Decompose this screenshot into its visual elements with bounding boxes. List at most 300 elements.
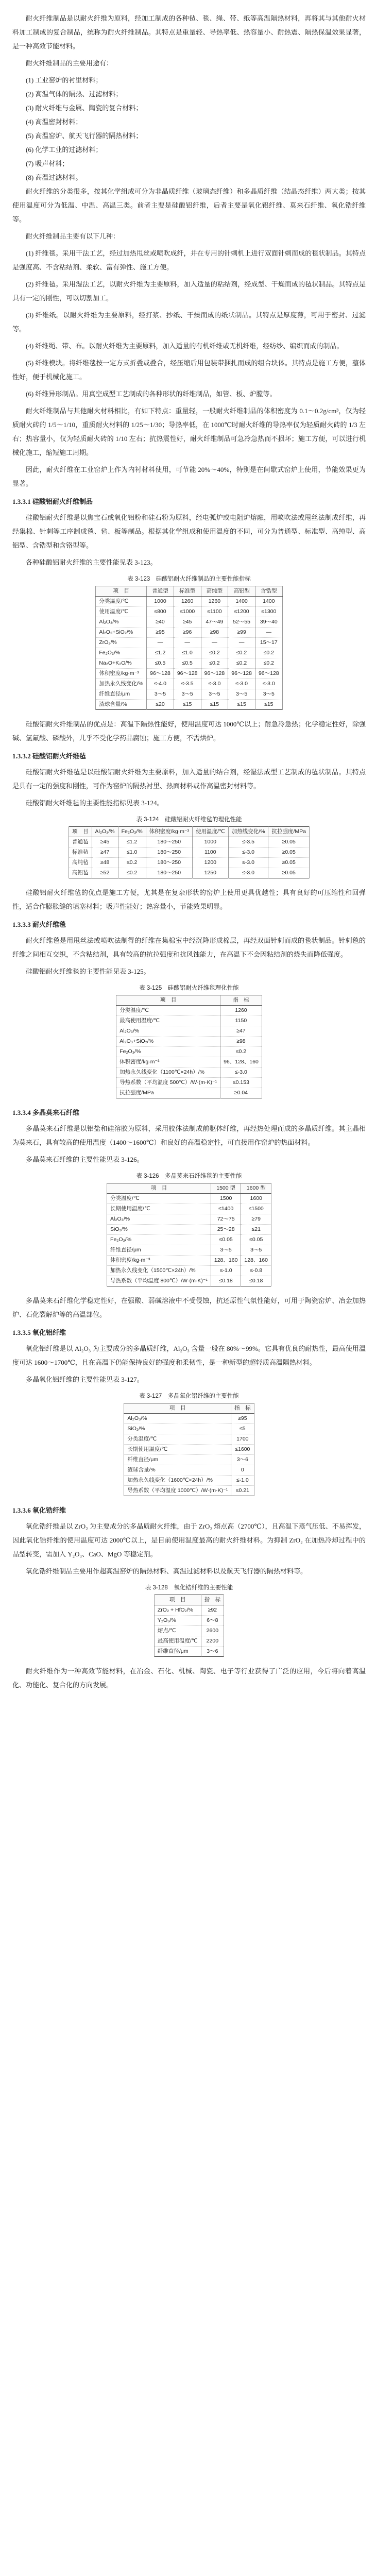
section-paragraphs bbox=[12, 934, 366, 978]
table-cell: 180～250 bbox=[146, 837, 192, 848]
table-cell: ≤0.5 bbox=[174, 658, 201, 669]
table-row bbox=[107, 1256, 271, 1266]
table-cell: 1260 bbox=[220, 1006, 262, 1016]
paragraph: 硅酸铝耐火纤维毡的主要性能指标见表 3-124。 bbox=[26, 799, 164, 807]
table-cell: ≥0.05 bbox=[268, 837, 310, 848]
table-caption: 表 3-125 硅酸铝耐火纤维毯理化性能 bbox=[139, 985, 239, 991]
table-row bbox=[96, 638, 282, 648]
table-cell: 96～128 bbox=[174, 669, 201, 679]
table-cell: ≤0.05 bbox=[211, 1235, 241, 1245]
table-cell: ≤1400 bbox=[211, 1204, 241, 1214]
table-cell: ≤-1.0 bbox=[231, 1476, 254, 1486]
table-cell: ≥0.05 bbox=[268, 858, 310, 868]
data-table bbox=[107, 1183, 271, 1286]
table-row bbox=[116, 1057, 262, 1067]
closing-paragraphs bbox=[12, 1664, 366, 1692]
table-block bbox=[12, 574, 366, 710]
table-cell: 3～5 bbox=[147, 689, 174, 700]
paragraph: 因此，耐火纤维在工业窑炉上作为内衬材料使用，可节能 20%～40%，特别是在间歇式窑炉上使用，节能效果更为显著。 bbox=[12, 466, 366, 487]
section-heading: 1.3.3.5 氧化铝纤维 bbox=[12, 1329, 66, 1336]
table-cell: 抗拉强度/MPa bbox=[116, 1088, 220, 1098]
table-row bbox=[124, 1424, 254, 1434]
table-header-cell: 项 目 bbox=[154, 1595, 201, 1605]
table-cell: ≥99 bbox=[228, 628, 255, 638]
section-heading: 1.3.3.3 耐火纤维毯 bbox=[12, 921, 66, 928]
table-cell: ≥48 bbox=[92, 858, 118, 868]
table-header-cell: 1600 型 bbox=[241, 1183, 271, 1194]
paragraph: 各种硅酸铝耐火纤维的主要性能见表 3-123。 bbox=[26, 558, 157, 566]
table-cell: 分类温度/℃ bbox=[116, 1006, 220, 1016]
table-header-cell: 使用温度/℃ bbox=[192, 827, 228, 837]
table-row bbox=[116, 1088, 262, 1098]
table-caption: 表 3-128 氧化锆纤维的主要性能 bbox=[145, 1585, 233, 1591]
table-cell: ≤0.21 bbox=[231, 1486, 254, 1496]
paragraph: 耐火纤维制品主要有以下几种： bbox=[26, 232, 120, 240]
table-row bbox=[124, 1476, 254, 1486]
paragraph: 氧化锆纤维是以 ZrO₂ 为主要成分的多晶质耐火纤维，由于 ZrO₂ 熔点高（2700℃），且高温下蒸气压低、不易挥发，因此氧化锆纤维的使用温度可达 2000℃以上，是目前使用温度最高的耐火纤维材料。为抑制 ZrO₂ 在加热冷却过程中的晶型转变，需加入 Y₂O₃、CaO、MgO 等稳定剂。 bbox=[12, 1522, 366, 1558]
table-header-cell: 指 标 bbox=[231, 1403, 254, 1414]
table-row bbox=[124, 1445, 254, 1455]
table-cell: 1260 bbox=[201, 597, 228, 607]
table-cell: ≤1.0 bbox=[118, 848, 146, 858]
table-cell: 1400 bbox=[228, 597, 255, 607]
table-cell: ≤0.153 bbox=[220, 1078, 262, 1088]
table-cell: 长期使用温度/℃ bbox=[107, 1204, 211, 1214]
table-header-row bbox=[107, 1183, 271, 1194]
table-cell: 1000 bbox=[147, 597, 174, 607]
table-header-cell: 1500 型 bbox=[211, 1183, 241, 1194]
table-cell: ≤15 bbox=[201, 700, 228, 710]
data-table bbox=[124, 1403, 254, 1496]
table-cell: 最高使用温度/℃ bbox=[116, 1016, 220, 1026]
table-block bbox=[12, 1583, 366, 1657]
table-cell: 128、160 bbox=[241, 1256, 271, 1266]
table-cell: ≥98 bbox=[201, 628, 228, 638]
paragraphs-b bbox=[12, 404, 366, 490]
table-cell: ≤0.2 bbox=[220, 1047, 262, 1057]
data-table bbox=[95, 586, 282, 710]
table-cell: ZrO₂/% bbox=[96, 638, 147, 648]
table-header-cell: 体积密度/kg·m⁻³ bbox=[146, 827, 192, 837]
table-cell: ≥0.05 bbox=[268, 848, 310, 858]
uses-list bbox=[12, 73, 366, 184]
table-cell: 180～250 bbox=[146, 848, 192, 858]
table-row bbox=[107, 1235, 271, 1245]
table-cell: ≤15 bbox=[255, 700, 282, 710]
table-cell: ≤0.2 bbox=[228, 658, 255, 669]
table-cell: 96～128 bbox=[255, 669, 282, 679]
list-item: (8) 高温过滤材料。 bbox=[26, 174, 82, 181]
paragraph: (6) 纤维异形制品。用真空成型工艺制成的各种形状的纤维制品，如管、板、炉膛等。 bbox=[26, 390, 277, 398]
section-heading: 1.3.3.4 多晶莫来石纤维 bbox=[12, 1109, 80, 1116]
section-paragraphs bbox=[12, 1342, 366, 1386]
table-cell: 3～5 bbox=[174, 689, 201, 700]
paragraph: 硅酸铝耐火纤维毡是以硅酸铝耐火纤维为主要原料，加入适量的结合剂，经湿法成型工艺制成的毡状制品。其特点是具有一定的强度和刚性，可作为窑炉的隔热衬里、热面材料或作高温密封材料等。 bbox=[12, 768, 366, 790]
table-row bbox=[116, 1047, 262, 1057]
table-cell: Al₂O₃/% bbox=[124, 1414, 231, 1424]
table-cell: ≥40 bbox=[147, 617, 174, 628]
paragraph: 耐火纤维的分类很多，按其化学组成可分为非晶质纤维（玻璃态纤维）和多晶质纤维（结晶态纤维）两大类；按其使用温度可分为低温、中温、高温三类。前者主要是硅酸铝纤维，后者主要是氧化铝纤维、莫来石纤维、氧化锆纤维等。 bbox=[12, 188, 366, 223]
table-row bbox=[107, 1245, 271, 1256]
table-row bbox=[96, 689, 282, 700]
table-row bbox=[116, 1006, 262, 1016]
table-row bbox=[154, 1626, 224, 1636]
table-cell: 96～128 bbox=[147, 669, 174, 679]
table-row bbox=[107, 1225, 271, 1235]
table-cell: ≤-4.0 bbox=[147, 679, 174, 689]
table-cell: ≤1500 bbox=[241, 1204, 271, 1214]
paragraph: (2) 纤维毡。采用湿法工艺，以耐火纤维为主要原料，加入适量的粘结剂，经成型、干燥而成的毡状制品。其特点是具有一定的刚性，可以切割加工。 bbox=[12, 280, 366, 302]
table-cell: ≤800 bbox=[147, 607, 174, 617]
table-cell: ≤-3.0 bbox=[220, 1067, 262, 1078]
table-cell: Al₂O₃+SiO₂/% bbox=[116, 1037, 220, 1047]
table-header-cell: 加热线变化/% bbox=[228, 827, 268, 837]
table-row bbox=[96, 617, 282, 628]
table-header-row bbox=[96, 586, 282, 597]
table-cell: 标准毡 bbox=[69, 848, 92, 858]
paragraph: (4) 纤维绳、带、布。以耐火纤维为主要原料，加入适量的有机纤维或无机纤维，经纺纱、编织而成的制品。 bbox=[26, 342, 344, 350]
table-row bbox=[124, 1455, 254, 1465]
table-cell: ≤15 bbox=[174, 700, 201, 710]
table-cell: — bbox=[228, 638, 255, 648]
kinds-list bbox=[12, 246, 366, 401]
table-row bbox=[154, 1647, 224, 1657]
table-row bbox=[124, 1465, 254, 1476]
table-cell: 25～28 bbox=[211, 1225, 241, 1235]
table-row bbox=[107, 1266, 271, 1276]
table-cell: 最高使用温度/℃ bbox=[154, 1636, 201, 1647]
table-cell: ≤0.2 bbox=[201, 658, 228, 669]
table-header-cell: Fe₂O₃/% bbox=[118, 827, 146, 837]
table-cell: ≥45 bbox=[92, 837, 118, 848]
table-cell: ≥52 bbox=[92, 868, 118, 878]
table-row bbox=[107, 1204, 271, 1214]
table-cell: 3～6 bbox=[231, 1455, 254, 1465]
table-cell: 纤维直径/μm bbox=[154, 1647, 201, 1657]
table-cell: ≤0.18 bbox=[241, 1276, 271, 1286]
table-cell: ≥0.05 bbox=[268, 868, 310, 878]
table-cell: 1260 bbox=[174, 597, 201, 607]
table-cell: ZrO₂ + HfO₂/% bbox=[154, 1605, 201, 1616]
table-cell: 长期使用温度/℃ bbox=[124, 1445, 231, 1455]
table-header-cell: 普通型 bbox=[147, 586, 174, 597]
table-cell: — bbox=[201, 638, 228, 648]
table-cell: 3～5 bbox=[255, 689, 282, 700]
table-cell: 1100 bbox=[192, 848, 228, 858]
table-cell: ≤0.05 bbox=[241, 1235, 271, 1245]
table-cell: ≤-3.0 bbox=[228, 848, 268, 858]
table-cell: 体积密度/kg·m⁻³ bbox=[107, 1256, 211, 1266]
table-header-cell: 项 目 bbox=[96, 586, 147, 597]
paragraph: 硅酸铝耐火纤维毯的主要性能见表 3-125。 bbox=[26, 968, 150, 975]
table-header-cell: 指 标 bbox=[201, 1595, 224, 1605]
table-row bbox=[96, 648, 282, 658]
table-row bbox=[116, 1037, 262, 1047]
table-header-cell: 项 目 bbox=[107, 1183, 211, 1194]
table-cell: 渣球含量/% bbox=[124, 1465, 231, 1476]
table-cell: 1000 bbox=[192, 837, 228, 848]
table-header-row bbox=[154, 1595, 224, 1605]
table-row bbox=[124, 1486, 254, 1496]
table-cell: ≤1.2 bbox=[118, 837, 146, 848]
table-cell: ≥47 bbox=[220, 1026, 262, 1037]
paragraph: 多晶莫来石纤维的主要性能见表 3-126。 bbox=[26, 1156, 144, 1163]
table-cell: ≤-3.0 bbox=[228, 858, 268, 868]
list-item: (1) 工业窑炉的衬里材料； bbox=[26, 76, 102, 84]
table-cell: 2600 bbox=[201, 1626, 224, 1636]
table-header-row bbox=[124, 1403, 254, 1414]
table-row bbox=[96, 607, 282, 617]
table-row bbox=[96, 669, 282, 679]
data-table bbox=[116, 995, 262, 1098]
table-cell: 3～5 bbox=[228, 689, 255, 700]
table-cell: 47～49 bbox=[201, 617, 228, 628]
table-cell: 高铝毡 bbox=[69, 868, 92, 878]
table-cell: ≥98 bbox=[220, 1037, 262, 1047]
table-cell: ≤-3.5 bbox=[228, 837, 268, 848]
table-cell: Al₂O₃+SiO₂/% bbox=[96, 628, 147, 638]
table-cell: 纤维直径/μm bbox=[124, 1455, 231, 1465]
table-header-cell: 高纯型 bbox=[201, 586, 228, 597]
table-cell: ≤1.0 bbox=[174, 648, 201, 658]
table-row bbox=[107, 1214, 271, 1225]
table-cell: 1200 bbox=[192, 858, 228, 868]
table-row bbox=[69, 848, 310, 858]
table-row bbox=[154, 1616, 224, 1626]
uses-intro: 耐火纤维制品的主要用途有： bbox=[26, 59, 113, 67]
table-cell: Al₂O₃/% bbox=[96, 617, 147, 628]
table-row bbox=[69, 868, 310, 878]
table-cell: 3～6 bbox=[201, 1647, 224, 1657]
table-row bbox=[96, 597, 282, 607]
table-cell: 加热永久线变化（1100℃×24h）/% bbox=[116, 1067, 220, 1078]
paragraph: (3) 纤维纸。以耐火纤维为主要原料，经打浆、抄纸、干燥而成的纸状制品。其特点是厚度薄，可用于密封、过滤等。 bbox=[12, 311, 366, 333]
list-item: (6) 化学工业的过滤材料； bbox=[26, 146, 102, 154]
section-paragraphs bbox=[12, 886, 366, 913]
table-cell: ≤0.2 bbox=[228, 648, 255, 658]
paragraph: 硅酸铝耐火纤维毡的优点是施工方便，尤其是在复杂形状的窑炉上使用更具优越性；具有良好的可压缩性和回弹性，适合作膨胀缝的填塞材料；吸声性能好；热容量小，节能效果明显。 bbox=[12, 889, 366, 910]
table-cell: ≤-0.8 bbox=[241, 1266, 271, 1276]
table-caption: 表 3-123 硅酸铝耐火纤维制品的主要性能指标 bbox=[127, 576, 251, 582]
table-cell: 6～8 bbox=[201, 1616, 224, 1626]
table-cell: Y₂O₃/% bbox=[154, 1616, 201, 1626]
table-header-row bbox=[116, 995, 262, 1006]
table-cell: 52～55 bbox=[228, 617, 255, 628]
table-row bbox=[116, 1078, 262, 1088]
section-paragraphs bbox=[12, 1519, 366, 1578]
table-block bbox=[12, 1172, 366, 1286]
table-header-cell: 含锆型 bbox=[255, 586, 282, 597]
paragraph: 耐火纤维制品是以耐火纤维为原料，经加工制成的各种毡、毯、绳、带、纸等高温隔热材料，再将其与其他耐火材料加工制成的复合制品，统称为耐火纤维制品。其特点是重量轻、导热率低、热容量小、耐热震、隔热保温效果显著，是一种高效节能材料。 bbox=[12, 14, 366, 50]
table-cell: 使用温度/℃ bbox=[96, 607, 147, 617]
table-cell: ≤0.2 bbox=[118, 868, 146, 878]
table-cell: ≤-3.5 bbox=[174, 679, 201, 689]
table-cell: 39～40 bbox=[255, 617, 282, 628]
table-cell: 1600 bbox=[241, 1194, 271, 1204]
table-cell: 导热系数（平均温度 1000℃）/W·(m·K)⁻¹ bbox=[124, 1486, 231, 1496]
table-header-cell: 项 目 bbox=[69, 827, 92, 837]
table-cell: 96～128 bbox=[201, 669, 228, 679]
table-row bbox=[107, 1276, 271, 1286]
table-cell: 3～5 bbox=[211, 1245, 241, 1256]
table-cell: ≥95 bbox=[231, 1414, 254, 1424]
table-cell: ≥96 bbox=[174, 628, 201, 638]
table-cell: Na₂O+K₂O/% bbox=[96, 658, 147, 669]
table-cell: 3～5 bbox=[201, 689, 228, 700]
table-header-cell: 标准型 bbox=[174, 586, 201, 597]
paragraph: 耐火纤维作为一种高效节能材料，在冶金、石化、机械、陶瓷、电子等行业获得了广泛的应用，今后将向着高温化、功能化、复合化的方向发展。 bbox=[12, 1667, 366, 1689]
table-cell: 普通毡 bbox=[69, 837, 92, 848]
section-paragraphs bbox=[12, 511, 366, 569]
table-cell: 纤维直径/μm bbox=[96, 689, 147, 700]
table-cell: Fe₂O₃/% bbox=[96, 648, 147, 658]
table-cell: ≤-3.0 bbox=[228, 868, 268, 878]
table-block bbox=[12, 815, 366, 878]
table-cell: 分类温度/℃ bbox=[124, 1434, 231, 1445]
table-cell: 96、128、160 bbox=[220, 1057, 262, 1067]
table-cell: Al₂O₃/% bbox=[116, 1026, 220, 1037]
paragraph: 耐火纤维制品与其他耐火材料相比，有如下特点：重量轻，一般耐火纤维制品的体积密度为 0.1～0.2g/cm³，仅为轻质耐火砖的 1/5～1/10，重质耐火材料的 1/25～1/30；导热率低，在 1000℃时耐火纤维的导热率仅为轻质耐火砖的 1/3 左右；热容量小，仅为轻质耐火砖的 1/10 左右；抗热震性好，耐火纤维制品可急冷急热而不损坏；施工方便，可以进行机械化施工，缩短施工周期。 bbox=[12, 407, 366, 456]
table-cell: 1500 bbox=[211, 1194, 241, 1204]
table-row bbox=[124, 1434, 254, 1445]
table-cell: ≥0.04 bbox=[220, 1088, 262, 1098]
table-cell: 分类温度/℃ bbox=[96, 597, 147, 607]
table-cell: ≤0.5 bbox=[147, 658, 174, 669]
table-cell: ≤20 bbox=[147, 700, 174, 710]
table-row bbox=[154, 1636, 224, 1647]
paragraph: 硅酸铝耐火纤维是以焦宝石或氧化铝粉和硅石粉为原料，经电弧炉或电阻炉熔融，用喷吹法或甩丝法制成纤维，再经集棉、针刺等工序制成毯、毡、板等制品。根据其化学组成和使用温度的不同，可分为普通型、标准型、高纯型、高铝型、含锆型和含铬型等。 bbox=[12, 514, 366, 549]
table-row bbox=[69, 858, 310, 868]
table-cell: SiO₂/% bbox=[124, 1424, 231, 1434]
section-paragraphs bbox=[12, 1294, 366, 1321]
list-item: (3) 耐火纤维与金属、陶瓷的复合材料； bbox=[26, 104, 143, 112]
table-row bbox=[96, 679, 282, 689]
section-paragraphs bbox=[12, 717, 366, 745]
table-cell: ≤0.2 bbox=[255, 648, 282, 658]
table-cell: 加热永久线变化（1500℃×24h）/% bbox=[107, 1266, 211, 1276]
table-cell: 180～250 bbox=[146, 868, 192, 878]
table-cell: 0 bbox=[231, 1465, 254, 1476]
paragraph: (5) 纤维模块。将纤维毯按一定方式折叠或叠合，经压缩后用包装带捆扎而成的组合块体。其特点是施工方便，整体性好，便于机械化施工。 bbox=[12, 359, 366, 381]
section-paragraphs bbox=[12, 1122, 366, 1166]
table-cell: 96～128 bbox=[228, 669, 255, 679]
section-heading: 1.3.3.2 硅酸铝耐火纤维毡 bbox=[12, 752, 87, 760]
table-cell: — bbox=[174, 638, 201, 648]
table-cell: 1150 bbox=[220, 1016, 262, 1026]
table-row bbox=[124, 1414, 254, 1424]
table-header-cell: Al₂O₃/% bbox=[92, 827, 118, 837]
table-cell: 180～250 bbox=[146, 858, 192, 868]
table-row bbox=[116, 1067, 262, 1078]
table-cell: 高纯毡 bbox=[69, 858, 92, 868]
table-cell: ≥95 bbox=[147, 628, 174, 638]
table-header-cell: 项 目 bbox=[124, 1403, 231, 1414]
table-row bbox=[116, 1026, 262, 1037]
list-item: (4) 高温密封材料； bbox=[26, 118, 82, 126]
table-row bbox=[96, 628, 282, 638]
table-header-cell: 项 目 bbox=[116, 995, 220, 1006]
table-cell: 熔点/℃ bbox=[154, 1626, 201, 1636]
table-cell: 3～5 bbox=[241, 1245, 271, 1256]
table-caption: 表 3-126 多晶莫来石纤维毯的主要性能 bbox=[136, 1173, 242, 1179]
table-cell: ≥47 bbox=[92, 848, 118, 858]
table-cell: ≤1600 bbox=[231, 1445, 254, 1455]
table-cell: ≤-3.0 bbox=[201, 679, 228, 689]
table-cell: SiO₂/% bbox=[107, 1225, 211, 1235]
table-cell: ≤0.2 bbox=[118, 858, 146, 868]
table-caption: 表 3-127 多晶氧化铝纤维的主要性能 bbox=[139, 1393, 239, 1399]
table-cell: 128、160 bbox=[211, 1256, 241, 1266]
paragraph: 硅酸铝耐火纤维制品的优点是：高温下隔热性能好，使用温度可达 1000℃以上；耐急冷急热；化学稳定性好，除强碱、氢氟酸、磷酸外，几乎不受化学药品腐蚀；施工方便，不需烘炉。 bbox=[12, 720, 366, 742]
list-item: (7) 吸声材料； bbox=[26, 160, 69, 167]
table-cell: ≤0.18 bbox=[211, 1276, 241, 1286]
table-header-cell: 高铝型 bbox=[228, 586, 255, 597]
paragraph: 氧化锆纤维制品主要用作超高温窑炉的隔热材料、高温过滤材料以及航天飞行器的隔热材料等。 bbox=[26, 1567, 307, 1575]
list-item: (5) 高温窑炉、航天飞行器的隔热材料； bbox=[26, 132, 143, 140]
table-row bbox=[96, 658, 282, 669]
table-cell: ≤21 bbox=[241, 1225, 271, 1235]
table-cell: ≤1200 bbox=[228, 607, 255, 617]
table-cell: 72～75 bbox=[211, 1214, 241, 1225]
table-cell: ≤-3.0 bbox=[228, 679, 255, 689]
table-cell: Fe₂O₃/% bbox=[107, 1235, 211, 1245]
table-cell: 体积密度/kg·m⁻³ bbox=[116, 1057, 220, 1067]
table-cell: Fe₂O₃/% bbox=[116, 1047, 220, 1057]
table-cell: 体积密度/kg·m⁻³ bbox=[96, 669, 147, 679]
paragraph: 多晶莫来石纤维化学稳定性好，在强酸、弱碱溶液中不受侵蚀，抗还原性气氛性能好，可用于陶瓷窑炉、冶金加热炉、石化裂解炉等的高温部位。 bbox=[12, 1297, 366, 1318]
paragraph: 耐火纤维毯是用甩丝法或喷吹法制得的纤维在集棉室中经沉降形成棉层，再经双面针刺而成的毯状制品。针刺毯的纤维之间相互交织，不含粘结剂，具有较高的抗拉强度和抗风蚀能力，在高温下不会因粘结剂的烧失而降低强度。 bbox=[12, 937, 366, 958]
paragraph: 多晶氧化铝纤维的主要性能见表 3-127。 bbox=[26, 1376, 144, 1383]
table-cell: ≤5 bbox=[231, 1424, 254, 1434]
table-cell: ≤0.2 bbox=[255, 658, 282, 669]
table-block bbox=[12, 1392, 366, 1496]
table-cell: — bbox=[255, 628, 282, 638]
table-cell: 加热永久线变化（1600℃×24h）/% bbox=[124, 1476, 231, 1486]
table-cell: ≥45 bbox=[174, 617, 201, 628]
table-cell: ≥79 bbox=[241, 1214, 271, 1225]
table-caption: 表 3-124 硅酸铝耐火纤维毡的理化性能 bbox=[136, 817, 242, 823]
table-row bbox=[154, 1605, 224, 1616]
table-cell: 渣球含量/% bbox=[96, 700, 147, 710]
table-row bbox=[96, 700, 282, 710]
data-table bbox=[154, 1595, 224, 1657]
table-cell: 1400 bbox=[255, 597, 282, 607]
table-cell: ≤1.2 bbox=[147, 648, 174, 658]
table-cell: 2200 bbox=[201, 1636, 224, 1647]
table-row bbox=[69, 837, 310, 848]
table-cell: ≥92 bbox=[201, 1605, 224, 1616]
section-paragraphs bbox=[12, 765, 366, 810]
table-cell: 1250 bbox=[192, 868, 228, 878]
paragraph: 多晶莫来石纤维是以铝盐和硅溶胶为原料，采用胶体法制成前驱体纤维，再经热处理而成的多晶质纤维。其主晶相为莫来石，具有较高的使用温度（1400～1600℃）和良好的高温稳定性，可直接用作窑炉的热面材料。 bbox=[12, 1125, 366, 1146]
paragraph: 氧化铝纤维是以 Al₂O₃ 为主要成分的多晶质纤维，Al₂O₃ 含量一般在 80%～99%。它具有优良的耐热性，最高使用温度可达 1600～1700℃，且在高温下仍能保持良好的强度和柔韧性，是一种新型的超轻质高温隔热材料。 bbox=[12, 1345, 366, 1366]
paragraph: (1) 纤维毯。采用干法工艺，经过加热甩丝或喷吹成纤，并在专用的针刺机上进行双面针刺而成的毯状制品。其特点是强度高、不含粘结剂、柔软、富有弹性、施工方便。 bbox=[12, 249, 366, 271]
table-header-cell: 指 标 bbox=[220, 995, 262, 1006]
section-heading: 1.3.3.1 硅酸铝耐火纤维制品 bbox=[12, 498, 93, 505]
data-table bbox=[69, 826, 310, 878]
table-cell: 导热系数（平均温度 800℃）/W·(m·K)⁻¹ bbox=[107, 1276, 211, 1286]
table-cell: ≤0.2 bbox=[201, 648, 228, 658]
table-row bbox=[107, 1194, 271, 1204]
table-header-row bbox=[69, 827, 310, 837]
table-cell: 1700 bbox=[231, 1434, 254, 1445]
paragraphs-a bbox=[12, 184, 366, 243]
table-cell: ≤1000 bbox=[174, 607, 201, 617]
section-heading: 1.3.3.6 氧化锆纤维 bbox=[12, 1506, 66, 1514]
table-cell: ≤-3.0 bbox=[255, 679, 282, 689]
table-cell: 纤维直径/μm bbox=[107, 1245, 211, 1256]
table-cell: ≤-1.0 bbox=[211, 1266, 241, 1276]
